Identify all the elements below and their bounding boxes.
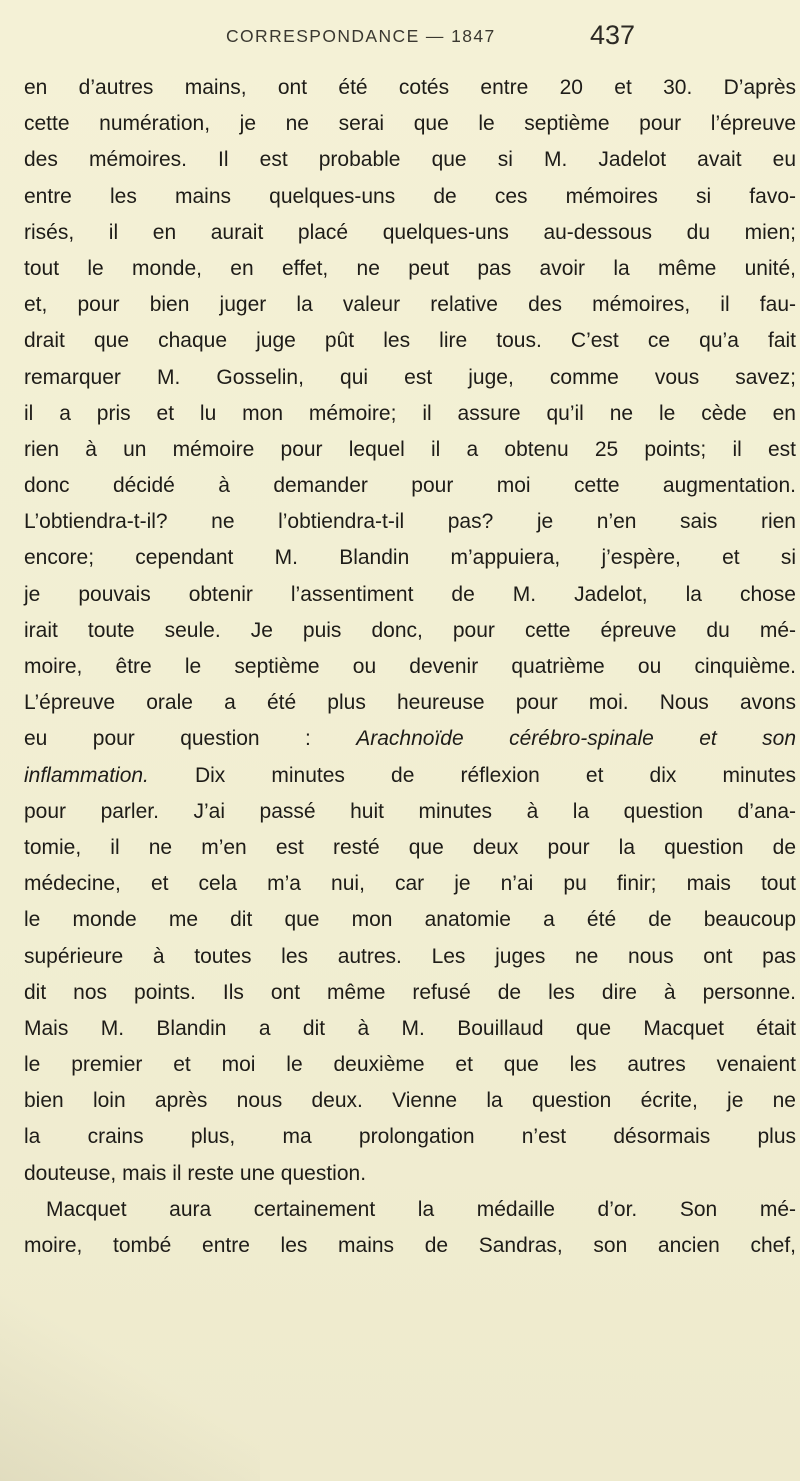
text-segment: Dix minutes de réflexion et dix minutes — [148, 763, 796, 787]
text-line-mixed — [24, 758, 796, 794]
text-line: je pouvais obtenir l’assentiment de M. Jadelot, la chose — [24, 582, 796, 606]
text-line: la crains plus, ma prolongation n’est désormais plus — [24, 1125, 796, 1149]
text-line: moire, tombé entre les mains de Sandras, son ancien chef, — [24, 1234, 796, 1257]
text-line: remarquer M. Gosselin, qui est juge, comme vous savez; — [24, 365, 796, 389]
text-line: en d’autres mains, ont été cotés entre 20 et 30. D’après — [24, 76, 796, 99]
text-line: médecine, et cela m’a nui, car je n’ai pu finir; mais tout — [24, 872, 796, 896]
italic-title: Arachnoïde cérébro-spinale et son — [356, 727, 796, 751]
text-segment: eu pour question : — [24, 727, 357, 751]
page-header — [0, 20, 800, 64]
text-line: Mais M. Blandin a dit à M. Bouillaud que Macquet était — [24, 1016, 796, 1040]
text-line: le premier et moi le deuxième et que les autres venaient — [24, 1053, 796, 1077]
page-shadow — [0, 1281, 260, 1481]
running-head: CORRESPONDANCE — 1847 — [226, 26, 496, 46]
text-line: tout le monde, en effet, ne peut pas avoir la même unité, — [24, 256, 796, 280]
italic-title: inflammation. — [24, 763, 149, 787]
text-line-mixed — [24, 721, 796, 757]
text-line: rien à un mémoire pour lequel il a obtenu 25 points; il est — [24, 437, 796, 461]
paragraph-end-line: douteuse, mais il reste une question. — [24, 1161, 367, 1185]
text-line: encore; cependant M. Blandin m’appuiera, j’espère, et si — [24, 546, 796, 570]
text-line: entre les mains quelques-uns de ces mémoires si favo- — [24, 184, 796, 208]
text-line: et, pour bien juger la valeur relative des mémoires, il fau- — [24, 293, 796, 317]
text-line: irait toute seule. Je puis donc, pour cette épreuve du mé- — [24, 618, 796, 642]
text-line: cette numération, je ne serai que le septième pour l’épreuve — [24, 112, 796, 136]
body-text — [24, 70, 796, 1264]
text-line: dit nos points. Ils ont même refusé de les dire à personne. — [24, 980, 796, 1004]
text-line: le monde me dit que mon anatomie a été de beaucoup — [24, 908, 796, 932]
text-line: des mémoires. Il est probable que si M. Jadelot avait eu — [24, 148, 796, 172]
text-line: drait que chaque juge pût les lire tous. C’est ce qu’a fait — [24, 329, 796, 353]
text-line: supérieure à toutes les autres. Les juges ne nous ont pas — [24, 944, 796, 968]
text-line: L’obtiendra-t-il? ne l’obtiendra-t-il pas? je n’en sais rien — [24, 510, 796, 534]
paragraph-start-line: Macquet aura certainement la médaille d’or. Son mé- — [46, 1197, 796, 1221]
text-line: donc décidé à demander pour moi cette augmentation. — [24, 474, 796, 498]
text-line: tomie, il ne m’en est resté que deux pour la question de — [24, 835, 796, 859]
text-line: L’épreuve orale a été plus heureuse pour moi. Nous avons — [24, 691, 796, 715]
text-line: pour parler. J’ai passé huit minutes à la question d’ana- — [24, 799, 796, 823]
text-line: bien loin après nous deux. Vienne la question écrite, je ne — [24, 1089, 796, 1113]
text-line: risés, il en aurait placé quelques-uns au-dessous du mien; — [24, 220, 796, 244]
text-line: moire, être le septième ou devenir quatrième ou cinquième. — [24, 655, 796, 678]
page-number: 437 — [590, 20, 636, 50]
text-line: il a pris et lu mon mémoire; il assure qu’il ne le cède en — [24, 401, 796, 425]
